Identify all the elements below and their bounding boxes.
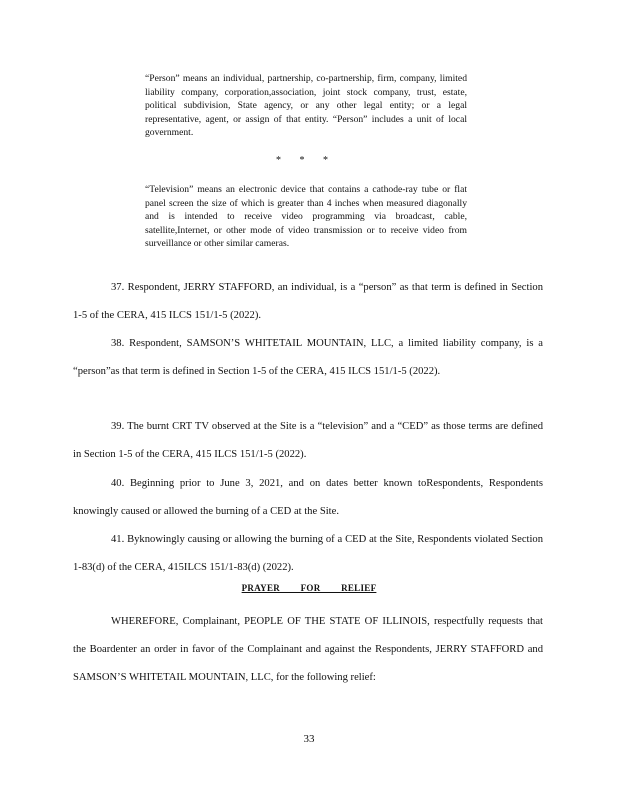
paragraph-37 [73, 274, 543, 330]
paragraph-41 [73, 526, 543, 582]
television-definition-quote: “Television” means an electronic device that contains a cathode-ray tube or flat panel screen the size of which is greater than 4 inches when measured diagonally and is intended to receive video programming via broadcast, cable, satellite,Internet, or other mode of video transmission or to receive video from surveillance or other similar cameras. [145, 184, 467, 250]
wherefore-text: WHEREFORE, Complainant, PEOPLE OF THE STATE OF ILLINOIS, respectfully requests that the Boardenter an order in favor of the Complainant and against the Respondents, JERRY STAFFORD and SAMSON’S WHITETAIL MOUNTAIN, LLC, for the following relief: [73, 616, 543, 683]
paragraph-38 [73, 330, 543, 386]
section-heading [0, 583, 618, 593]
page-number: 33 [303, 733, 315, 745]
paragraph-38-text: 38. Respondent, SAMSON’S WHITETAIL MOUNTAIN, LLC, a limited liability company, is a “person”as that term is defined in Section 1-5 of the CERA, 415 ILCS 151/1-5 (2022). [73, 338, 543, 377]
paragraph-41-text: 41. Byknowingly causing or allowing the burning of a CED at the Site, Respondents violated Section 1-83(d) of the CERA, 415ILCS 151/1-83(d) (2022). [73, 534, 543, 573]
wherefore-paragraph [73, 608, 543, 692]
person-definition-quote: “Person” means an individual, partnership, co-partnership, firm, company, limited liability company, corporation,association, joint stock company, trust, estate, political subdivision, State agency, or any other legal entity; or a legal representative, agent, or assign of that entity. “Person” includes a unit of local government. [145, 73, 467, 139]
paragraph-40 [73, 470, 543, 526]
paragraph-37-text: 37. Respondent, JERRY STAFFORD, an individual, is a “person” as that term is defined in Section 1-5 of the CERA, 415 ILCS 151/1-5 (2022). [73, 282, 543, 321]
paragraph-39 [73, 413, 543, 469]
prayer-for-relief-heading: PRAYER FOR RELIEF [241, 583, 377, 593]
section-separator: * * * [276, 155, 336, 166]
paragraph-39-text: 39. The burnt CRT TV observed at the Site is a “television” and a “CED” as those terms are defined in Section 1-5 of the CERA, 415 ILCS 151/1-5 (2022). [73, 421, 543, 460]
paragraph-40-text: 40. Beginning prior to June 3, 2021, and on dates better known toRespondents, Respondents knowingly caused or allowed the burning of a CED at the Site. [73, 478, 543, 517]
